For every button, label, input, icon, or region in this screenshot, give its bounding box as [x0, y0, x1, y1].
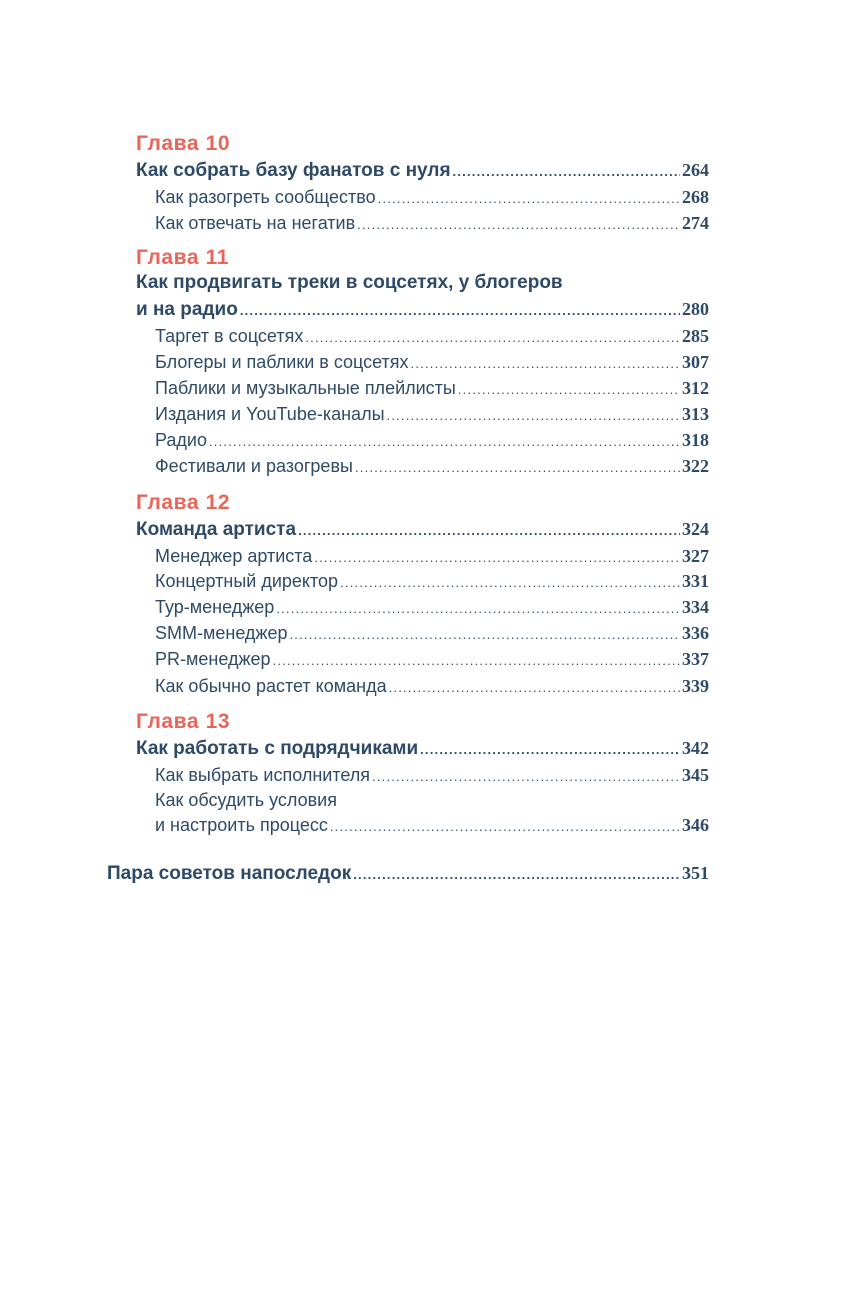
page-number: 322 — [682, 456, 709, 476]
toc-chapter-entry[interactable] — [136, 737, 709, 761]
page-number: 285 — [682, 326, 709, 346]
entry-title: Как собрать базу фанатов с нуля — [136, 160, 451, 181]
toc-section-entry[interactable] — [155, 675, 709, 699]
entry-title: SMM-менеджер — [155, 623, 288, 643]
chapter-label: Глава 11 — [136, 246, 230, 269]
toc-section-entry[interactable] — [155, 403, 709, 427]
toc-section-entry[interactable] — [155, 814, 709, 838]
toc-section-entry[interactable] — [155, 622, 709, 646]
toc-section-entry[interactable] — [155, 596, 709, 620]
page-number: 268 — [682, 187, 709, 207]
page-number: 307 — [682, 352, 709, 372]
leader-dots — [357, 214, 680, 236]
leader-dots — [298, 520, 680, 542]
chapter-label: Глава 13 — [136, 710, 231, 733]
entry-title: Радио — [155, 430, 207, 450]
leader-dots — [240, 300, 680, 322]
leader-dots — [355, 457, 680, 479]
toc-section-entry[interactable] — [155, 186, 709, 210]
toc-section-entry[interactable] — [155, 648, 709, 672]
toc-section-entry[interactable] — [155, 429, 709, 453]
leader-dots — [387, 405, 680, 427]
entry-title: Пара советов напоследок — [107, 863, 352, 884]
toc-chapter-entry[interactable] — [136, 518, 709, 542]
entry-title: Как выбрать исполнителя — [155, 765, 371, 785]
leader-dots — [458, 379, 680, 401]
leader-dots — [290, 624, 681, 646]
entry-title: Таргет в соцсетях — [155, 326, 304, 346]
entry-title: PR-менеджер — [155, 649, 271, 669]
entry-title: и настроить процесс — [155, 815, 328, 835]
entry-title: Как отвечать на негатив — [155, 213, 356, 233]
entry-title: Как обычно растет команда — [155, 676, 387, 696]
page-number: 324 — [682, 519, 709, 539]
entry-title: Фестивали и разогревы — [155, 456, 353, 476]
toc-chapter-entry[interactable] — [136, 159, 709, 183]
leader-dots — [353, 864, 680, 886]
page-number: 264 — [682, 160, 709, 180]
entry-title: Концертный директор — [155, 571, 339, 591]
page-number: 327 — [682, 546, 709, 566]
toc-section-entry[interactable] — [155, 351, 709, 375]
page-number: 331 — [682, 571, 709, 591]
page-number: 274 — [682, 213, 709, 233]
toc-section-entry[interactable] — [155, 212, 709, 236]
entry-title: Блогеры и паблики в соцсетях — [155, 352, 409, 372]
entry-title: Тур-менеджер — [155, 597, 275, 617]
page-number: 280 — [682, 299, 709, 319]
entry-title: Как работать с подрядчиками — [136, 738, 419, 759]
leader-dots — [411, 353, 680, 375]
toc-section-entry[interactable] — [155, 455, 709, 479]
page-number: 339 — [682, 676, 709, 696]
page-number: 336 — [682, 623, 709, 643]
toc-section-entry[interactable] — [155, 377, 709, 401]
page-number: 351 — [682, 863, 709, 883]
entry-title-line[interactable]: Как обсудить условия — [155, 790, 337, 810]
page-number: 312 — [682, 378, 709, 398]
entry-title: и на радио — [136, 299, 238, 320]
entry-title: Как разогреть сообщество — [155, 187, 376, 207]
leader-dots — [276, 598, 680, 620]
leader-dots — [305, 327, 680, 349]
toc-section-entry[interactable] — [155, 545, 709, 569]
toc-chapter-entry[interactable] — [136, 298, 709, 322]
leader-dots — [330, 816, 680, 838]
entry-title: Паблики и музыкальные плейлисты — [155, 378, 456, 398]
entry-title: Менеджер артиста — [155, 546, 313, 566]
page-number: 342 — [682, 738, 709, 758]
page-number: 345 — [682, 765, 709, 785]
page-number: 346 — [682, 815, 709, 835]
toc-section-entry[interactable] — [155, 325, 709, 349]
page-number: 313 — [682, 404, 709, 424]
chapter-label: Глава 10 — [136, 132, 231, 155]
toc-final-entry[interactable] — [107, 862, 709, 886]
leader-dots — [314, 547, 680, 569]
toc-section-entry[interactable] — [155, 764, 709, 788]
leader-dots — [372, 766, 680, 788]
leader-dots — [209, 431, 680, 453]
toc-section-entry[interactable] — [155, 570, 709, 594]
page-number: 334 — [682, 597, 709, 617]
leader-dots — [340, 572, 680, 594]
page-number: 318 — [682, 430, 709, 450]
entry-title: Команда артиста — [136, 519, 297, 540]
entry-title: Издания и YouTube-каналы — [155, 404, 385, 424]
leader-dots — [420, 739, 680, 761]
leader-dots — [389, 677, 680, 699]
leader-dots — [273, 650, 680, 672]
entry-title-line[interactable]: Как продвигать треки в соцсетях, у блогеров — [136, 272, 563, 293]
chapter-label: Глава 12 — [136, 491, 231, 514]
leader-dots — [378, 188, 680, 210]
page-number: 337 — [682, 649, 709, 669]
leader-dots — [453, 161, 680, 183]
